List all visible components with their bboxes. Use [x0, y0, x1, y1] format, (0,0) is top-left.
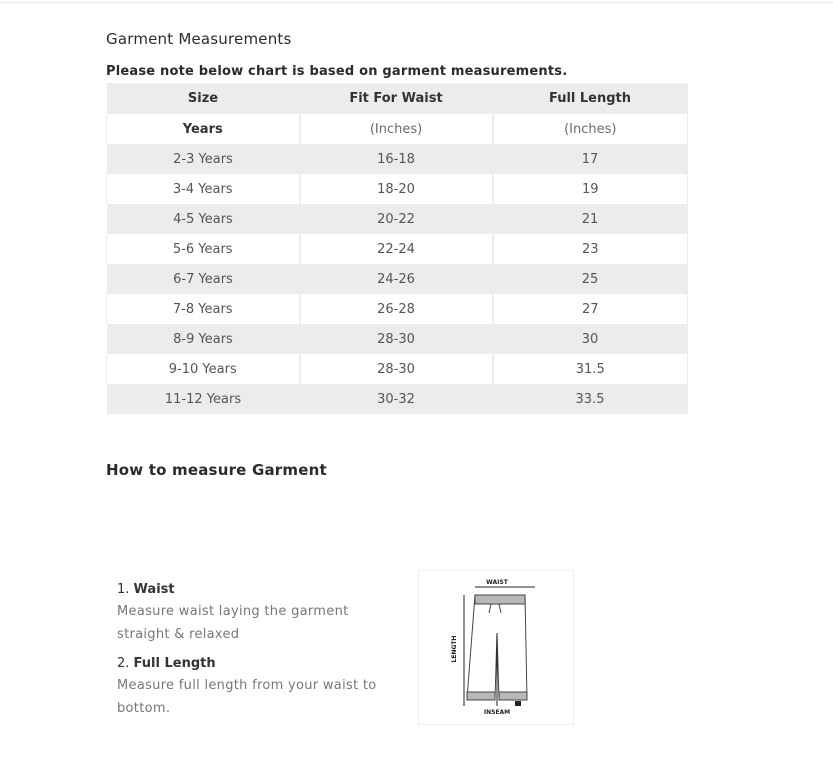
- cell-length: 17: [493, 144, 688, 174]
- cell-waist: 28-30: [300, 354, 493, 384]
- table-row: [107, 384, 688, 414]
- label-tag: [515, 701, 521, 706]
- cell-waist: 28-30: [300, 324, 493, 354]
- cell-size: 6-7 Years: [107, 264, 300, 294]
- cell-length: 23: [493, 234, 688, 264]
- step-heading: [117, 654, 407, 674]
- step-heading: [117, 580, 407, 600]
- header-full-length: Full Length: [493, 83, 688, 114]
- table-header-row: [107, 83, 688, 114]
- step-name: Waist: [133, 582, 175, 597]
- chart-note: Please note below chart is based on garment measurements.: [106, 64, 568, 79]
- top-divider: [0, 2, 833, 3]
- table-row: [107, 144, 688, 174]
- cell-size: 7-8 Years: [107, 294, 300, 324]
- cell-waist: 16-18: [300, 144, 493, 174]
- cell-waist: 24-26: [300, 264, 493, 294]
- table-row: [107, 294, 688, 324]
- pants-measurement-diagram: [418, 570, 574, 725]
- cell-length: 30: [493, 324, 688, 354]
- cell-length: 27: [493, 294, 688, 324]
- waist-label: WAIST: [486, 579, 508, 586]
- how-to-measure-title: How to measure Garment: [106, 461, 327, 479]
- unit-inches-length: (Inches): [493, 114, 688, 144]
- cell-size: 3-4 Years: [107, 174, 300, 204]
- cell-waist: 20-22: [300, 204, 493, 234]
- pants-diagram-illustration: [419, 571, 575, 726]
- unit-years: Years: [107, 114, 300, 144]
- step-full-length: [117, 654, 407, 720]
- table-row: [107, 264, 688, 294]
- cell-waist: 30-32: [300, 384, 493, 414]
- cell-size: 5-6 Years: [107, 234, 300, 264]
- inseam-label: INSEAM: [483, 709, 511, 716]
- left-cuff: [467, 692, 495, 700]
- cell-length: 33.5: [493, 384, 688, 414]
- cell-waist: 22-24: [300, 234, 493, 264]
- length-label: LENGTH: [451, 635, 458, 663]
- step-waist: [117, 580, 407, 646]
- section-title: Garment Measurements: [106, 30, 292, 48]
- right-cuff: [499, 692, 527, 700]
- cell-waist: 26-28: [300, 294, 493, 324]
- waistband: [475, 595, 525, 604]
- cell-waist: 18-20: [300, 174, 493, 204]
- cell-length: 31.5: [493, 354, 688, 384]
- cell-length: 21: [493, 204, 688, 234]
- cell-length: 25: [493, 264, 688, 294]
- table-row: [107, 324, 688, 354]
- step-description: Measure waist laying the garment straight & relaxed: [117, 604, 349, 642]
- step-description: Measure full length from your waist to bottom.: [117, 678, 377, 716]
- header-size: Size: [107, 83, 300, 114]
- size-chart-table: [106, 83, 688, 414]
- cell-size: 11-12 Years: [107, 384, 300, 414]
- cell-size: 2-3 Years: [107, 144, 300, 174]
- measure-steps: [117, 580, 407, 728]
- step-number: 2.: [117, 656, 130, 671]
- cell-size: 8-9 Years: [107, 324, 300, 354]
- step-name: Full Length: [133, 656, 216, 671]
- cell-length: 19: [493, 174, 688, 204]
- header-fit-for-waist: Fit For Waist: [300, 83, 493, 114]
- table-row: [107, 204, 688, 234]
- table-row: [107, 234, 688, 264]
- table-row: [107, 174, 688, 204]
- cell-size: 9-10 Years: [107, 354, 300, 384]
- table-row: [107, 354, 688, 384]
- unit-inches-waist: (Inches): [300, 114, 493, 144]
- step-number: 1.: [117, 582, 130, 597]
- table-units-row: [107, 114, 688, 144]
- cell-size: 4-5 Years: [107, 204, 300, 234]
